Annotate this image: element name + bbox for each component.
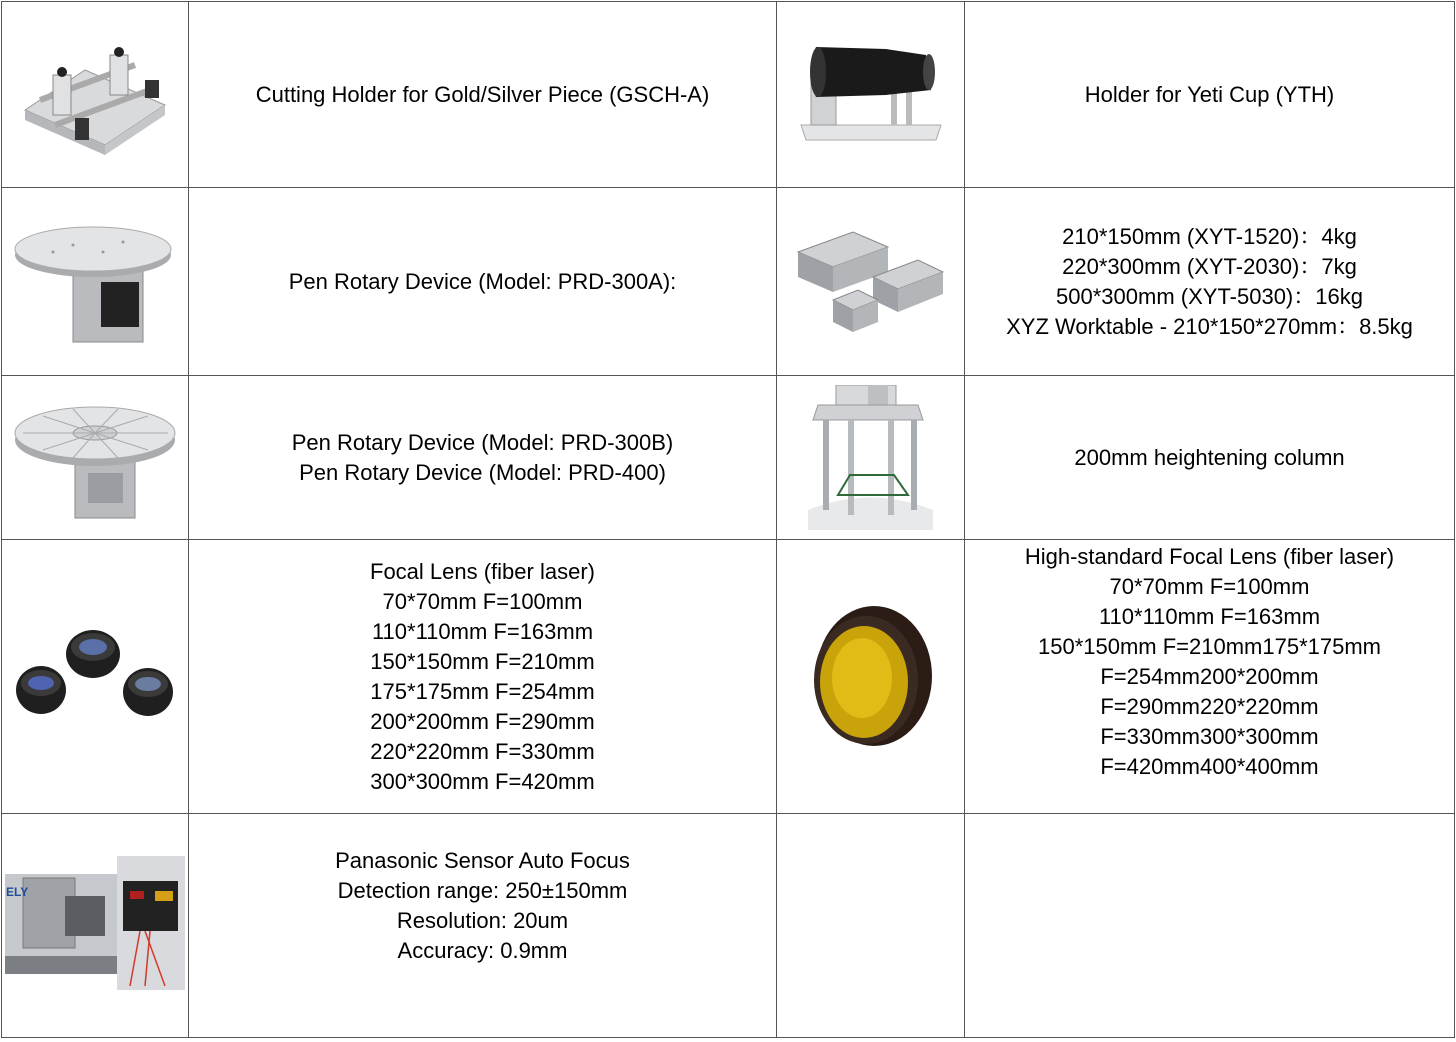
description-line: 300*300mm F=420mm (370, 768, 595, 794)
description-line: Focal Lens (fiber laser) (370, 558, 595, 584)
description-line: 110*110mm F=163mm (371, 618, 594, 644)
table-row (2, 188, 1455, 376)
description-line: F=420mm400*400mm (1100, 753, 1319, 779)
description-line: Resolution: 20um (396, 907, 569, 933)
description-cell (189, 814, 777, 1038)
description-line: F=330mm300*300mm (1100, 723, 1319, 749)
panasonic-sensor-image (2, 856, 188, 996)
description-line: High-standard Focal Lens (fiber laser) (1024, 543, 1395, 569)
cutting-holder-image (2, 30, 188, 160)
description-line: Pen Rotary Device (Model: PRD-300A): (288, 268, 677, 294)
description-line: Cutting Holder for Gold/Silver Piece (GSCH-A) (255, 81, 710, 107)
image-cell (777, 2, 965, 188)
description-line: 200*200mm F=290mm (370, 708, 595, 734)
description-cell (189, 540, 777, 814)
description-line: Pen Rotary Device (Model: PRD-400) (299, 459, 666, 485)
description-cell (189, 376, 777, 540)
svg-text:ELY: ELY (6, 884, 29, 899)
description-line: F=290mm220*220mm (1100, 693, 1319, 719)
description-line: Detection range: 250±150mm (337, 877, 628, 903)
high-standard-focal-lens-image (777, 604, 964, 749)
description-cell (965, 2, 1455, 188)
pen-rotary-device-b-image (2, 388, 188, 528)
table-row (2, 814, 1455, 1038)
description-line: 150*150mm F=210mm175*175mm (1037, 633, 1381, 659)
accessories-table (1, 1, 1455, 1038)
description-line: 110*110mm F=163mm (1098, 603, 1321, 629)
description-line: Holder for Yeti Cup (YTH) (1084, 81, 1335, 107)
description-cell (965, 540, 1455, 814)
image-cell (2, 540, 189, 814)
table-row (2, 376, 1455, 540)
description-cell (189, 188, 777, 376)
description-line: 220*300mm (XYT-2030)：7kg (1062, 253, 1357, 279)
description-cell (965, 376, 1455, 540)
description-line: 220*220mm F=330mm (370, 738, 595, 764)
description-line: 70*70mm F=100mm (1109, 573, 1310, 599)
image-cell (777, 540, 965, 814)
heightening-column-image (777, 385, 964, 530)
table-row (2, 2, 1455, 188)
image-cell (777, 376, 965, 540)
description-cell (189, 2, 777, 188)
description-line: 210*150mm (XYT-1520)：4kg (1062, 223, 1357, 249)
xy-worktable-image (777, 222, 964, 342)
description-line: 175*175mm F=254mm (370, 678, 595, 704)
description-line: XYZ Worktable - 210*150*270mm：8.5kg (1006, 313, 1413, 339)
empty-description-cell (965, 814, 1455, 1038)
description-line: 70*70mm F=100mm (382, 588, 583, 614)
description-line: 200mm heightening column (1074, 444, 1345, 470)
image-cell (2, 188, 189, 376)
description-cell (965, 188, 1455, 376)
focal-lens-image (2, 622, 188, 732)
description-line: Panasonic Sensor Auto Focus (335, 847, 630, 873)
pen-rotary-device-a-image (2, 207, 188, 357)
description-line: 500*300mm (XYT-5030)：16kg (1056, 283, 1363, 309)
image-cell (777, 188, 965, 376)
description-line: Pen Rotary Device (Model: PRD-300B) (291, 429, 674, 455)
table-row (2, 540, 1455, 814)
yeti-cup-holder-image (777, 35, 964, 155)
image-cell (2, 376, 189, 540)
description-line: Accuracy: 0.9mm (397, 937, 568, 963)
image-cell (2, 2, 189, 188)
image-cell (2, 814, 189, 1038)
empty-image-cell (777, 814, 965, 1038)
description-line: F=254mm200*200mm (1100, 663, 1319, 689)
description-line: 150*150mm F=210mm (370, 648, 595, 674)
